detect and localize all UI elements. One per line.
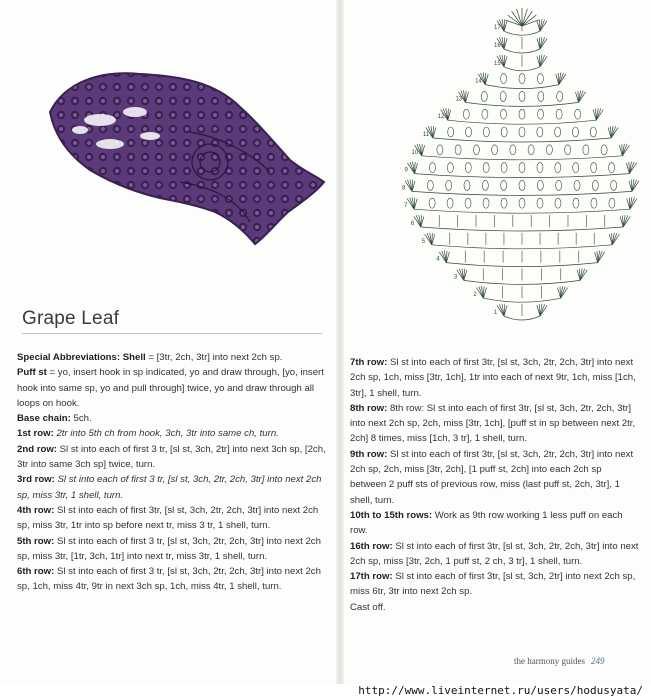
instruction-label: 1st row: bbox=[17, 428, 54, 440]
chart-puff-stitch bbox=[592, 180, 598, 190]
chart-row-number: 12 bbox=[437, 114, 445, 121]
instruction-paragraph bbox=[17, 365, 329, 411]
chart-puff-stitch bbox=[575, 109, 581, 119]
chart-row-number: 6 bbox=[410, 221, 415, 227]
chart-puff-stitch bbox=[556, 180, 562, 190]
chart-puff-stitch bbox=[557, 91, 563, 101]
chart-puff-stitch bbox=[519, 180, 525, 190]
chart-puff-stitch bbox=[501, 127, 507, 137]
chart-tip-stitch bbox=[522, 15, 536, 26]
instruction-paragraph bbox=[17, 350, 329, 365]
chart-puff-stitch bbox=[501, 180, 507, 190]
chart-row-number: 8 bbox=[402, 185, 406, 192]
chart-puff-stitch bbox=[565, 145, 571, 155]
chart-puff-stitch bbox=[427, 180, 433, 190]
chart-puff-stitch bbox=[611, 180, 617, 190]
footer-book-title: the harmony guides bbox=[514, 656, 585, 666]
instruction-label: Special Abbreviations: Shell bbox=[17, 352, 146, 363]
chart-puff-stitch bbox=[482, 109, 488, 119]
chart-row-number: 10 bbox=[411, 149, 419, 156]
instruction-label: 6th row: bbox=[17, 566, 55, 578]
chart-puff-stitch bbox=[538, 91, 544, 101]
chart-row-number: 2 bbox=[473, 292, 477, 299]
chart-row-number: 4 bbox=[436, 256, 440, 263]
chart-row-number: 17 bbox=[494, 25, 501, 32]
chart-puff-stitch bbox=[463, 109, 469, 119]
instruction-label: 7th row: bbox=[350, 357, 388, 368]
chart-puff-stitch bbox=[519, 127, 525, 137]
instruction-label: Puff st bbox=[17, 367, 47, 379]
chart-puff-stitch bbox=[590, 127, 596, 137]
chart-puff-stitch bbox=[609, 198, 615, 208]
chart-puff-stitch bbox=[546, 145, 552, 155]
chart-puff-stitch bbox=[601, 145, 607, 155]
chart-puff-stitch bbox=[519, 91, 525, 101]
chart-puff-stitch bbox=[583, 145, 589, 155]
chart-puff-stitch bbox=[429, 198, 435, 208]
instructions-right-column bbox=[350, 355, 640, 615]
chart-puff-stitch bbox=[537, 180, 543, 190]
chart-puff-stitch bbox=[483, 198, 489, 208]
chart-puff-stitch bbox=[537, 198, 543, 208]
chart-puff-stitch bbox=[448, 127, 454, 137]
chart-puff-stitch bbox=[500, 91, 506, 101]
chart-puff-stitch bbox=[519, 198, 525, 208]
instruction-text: Sl st into each of first 3 tr, [sl st, 3ch, 2tr, 2ch, 3tr] into next 2ch sp, 1ch, miss 4tr, 9tr in next 3ch sp, 1ch, miss 4tr, 1 shell, turn. bbox=[17, 566, 321, 593]
chart-puff-stitch bbox=[528, 145, 534, 155]
instruction-text: Work as 9th row working 1 less puff on each row. bbox=[350, 509, 623, 537]
instruction-paragraph bbox=[17, 564, 329, 595]
chart-row-arc bbox=[485, 85, 559, 89]
book-gutter bbox=[336, 0, 344, 690]
chart-puff-stitch bbox=[573, 198, 579, 208]
chart-puff-stitch bbox=[574, 180, 580, 190]
chart-puff-stitch bbox=[555, 163, 561, 173]
chart-puff-stitch bbox=[519, 74, 525, 84]
chart-row-arc bbox=[465, 102, 578, 106]
chart-row-arc bbox=[504, 49, 540, 53]
chart-row-number: 1 bbox=[494, 310, 498, 316]
instruction-paragraph bbox=[350, 569, 640, 600]
instruction-text: = yo, insert hook in sp indicated, yo and draw through, [yo, insert hook into same sp, yo and pull through] twice, yo and draw through all loops on hook. bbox=[17, 367, 324, 409]
chart-row-arc bbox=[483, 298, 560, 302]
instruction-text: Sl st into each of first 3tr, [sl st, 3ch, 2tr] into next 2ch sp, miss 6tr, 3tr into next 2ch sp. bbox=[350, 571, 636, 598]
chart-row-arc bbox=[504, 316, 540, 320]
instruction-text: Sl st into each of first 3 tr, [sl st, 3ch, 2tr, 2ch, 3tr] into next 2ch sp, miss 3tr, [1tr, 3ch, 1tr] into next tr, miss 3tr, 1 shell, turn. bbox=[17, 535, 321, 562]
chart-tip-stitch bbox=[517, 9, 522, 26]
chart-puff-stitch bbox=[556, 109, 562, 119]
chart-row-number: 3 bbox=[453, 274, 458, 281]
chart-puff-stitch bbox=[537, 163, 543, 173]
chart-puff-stitch bbox=[500, 109, 506, 119]
chart-puff-stitch bbox=[464, 180, 470, 190]
instruction-label: 16th row: bbox=[350, 540, 393, 552]
chart-puff-stitch bbox=[537, 74, 543, 84]
chart-row-number: 16 bbox=[494, 43, 501, 49]
chart-row-number: 9 bbox=[404, 167, 408, 174]
instruction-label: 4th row: bbox=[17, 504, 55, 516]
page-footer bbox=[514, 656, 605, 666]
instruction-text: 2tr into 5th ch from hook, 3ch, 3tr into same ch, turn. bbox=[53, 428, 279, 440]
instruction-label: 2nd row: bbox=[17, 443, 57, 455]
chart-row-number: 14 bbox=[475, 78, 482, 85]
instruction-label: 3rd row: bbox=[17, 474, 55, 486]
instruction-paragraph bbox=[350, 539, 640, 570]
instruction-label: 8th row: bbox=[350, 402, 388, 414]
instructions-left-column bbox=[17, 350, 329, 595]
instruction-label: 17th row: bbox=[350, 571, 393, 583]
chart-puff-stitch bbox=[501, 198, 507, 208]
chart-row-arc bbox=[422, 156, 623, 160]
instruction-label: 10th to 15th rows: bbox=[350, 509, 433, 521]
pattern-title: Grape Leaf bbox=[22, 308, 120, 329]
instruction-text: Sl st into each of first 3 tr, [sl st, 3ch, 2tr, 2ch, 3tr] into next 2ch sp, miss 3tr, 1 shell, turn. bbox=[17, 474, 322, 501]
chart-puff-stitch bbox=[446, 180, 452, 190]
chart-row-arc bbox=[414, 209, 630, 213]
instruction-paragraph bbox=[350, 355, 640, 401]
chart-puff-stitch bbox=[483, 127, 489, 137]
instruction-text: Sl st into each of first 3 tr, [sl st, 3ch, 2tr] into next 3ch sp, [2ch, 3tr into same 3ch sp] twice, turn. bbox=[17, 443, 326, 471]
chart-tip-stitch bbox=[508, 15, 522, 26]
chart-puff-stitch bbox=[473, 145, 479, 155]
chart-puff-stitch bbox=[538, 109, 544, 119]
chart-puff-stitch bbox=[555, 127, 561, 137]
chart-row-arc bbox=[412, 191, 632, 195]
source-url[interactable]: http://www.liveinternet.ru/users/hodusyata/ bbox=[358, 684, 643, 697]
chart-puff-stitch bbox=[555, 198, 561, 208]
chart-row-number: 15 bbox=[494, 60, 501, 67]
chart-puff-stitch bbox=[492, 145, 498, 155]
chart-puff-stitch bbox=[573, 163, 579, 173]
chart-row-number: 5 bbox=[421, 238, 426, 245]
chart-puff-stitch bbox=[465, 163, 471, 173]
chart-puff-stitch bbox=[591, 163, 597, 173]
instruction-paragraph bbox=[17, 411, 329, 426]
instruction-text: Sl st into each of first 3tr, [sl st, 3ch, 2tr, 2ch, 3tr] into next 2ch sp, 2ch, miss [3tr, 2ch], [1 puff st, 2ch] into each 2ch sp between 2 puff sts of previous row, miss (last puff st, 2ch, 3tr], 1 shell, turn. bbox=[350, 448, 634, 506]
chart-puff-stitch bbox=[455, 145, 461, 155]
chart-row-arc bbox=[433, 138, 611, 142]
chart-puff-stitch bbox=[447, 163, 453, 173]
instruction-paragraph bbox=[17, 442, 329, 473]
chart-puff-stitch bbox=[519, 163, 525, 173]
chart-row-number: 11 bbox=[422, 132, 430, 138]
instruction-text: Sl st into each of first 3tr, [sl st, 3ch, 2tr, 2ch, 3tr] into next 2ch sp, miss 3tr, 1tr into sp before next tr, miss 3 tr, 1 shell, turn. bbox=[17, 504, 319, 532]
instruction-paragraph bbox=[17, 472, 329, 503]
chart-row-arc bbox=[432, 245, 612, 249]
instruction-paragraph bbox=[17, 426, 329, 441]
chart-puff-stitch bbox=[465, 198, 471, 208]
chart-row-number: 7 bbox=[404, 203, 408, 210]
instruction-paragraph bbox=[17, 534, 329, 565]
title-underline bbox=[22, 333, 322, 334]
instruction-label: 5th row: bbox=[17, 535, 55, 547]
chart-row-arc bbox=[415, 174, 630, 178]
chart-puff-stitch bbox=[572, 127, 578, 137]
chart-row-arc bbox=[421, 227, 623, 231]
instruction-label: 9th row: bbox=[350, 448, 388, 460]
chart-puff-stitch bbox=[466, 127, 472, 137]
instruction-text: 5ch. bbox=[70, 413, 92, 425]
instruction-paragraph bbox=[350, 447, 640, 508]
chart-puff-stitch bbox=[482, 180, 488, 190]
instruction-text: 8th row: Sl st into each of first 3tr, [sl st, 3ch, 2tr, 2ch, 3tr] into next 2ch sp, 2ch, miss [3tr, 1ch], [puff st in sp between next 2tr, 2ch] 8 times, miss [1ch, 3 tr], 1 shell, turn. bbox=[350, 402, 636, 445]
chart-puff-stitch bbox=[501, 163, 507, 173]
chart-puff-stitch bbox=[483, 163, 489, 173]
chart-puff-stitch bbox=[447, 198, 453, 208]
page-number: 249 bbox=[591, 656, 605, 666]
chart-puff-stitch bbox=[510, 145, 516, 155]
instruction-text: Sl st into each of first 3tr, [sl st, 3ch, 2tr, 2ch, 3tr] into next 2ch sp, miss [3tr, 2ch, 1 puff st, 2 ch, 3 tr], 1 shell, turn. bbox=[350, 540, 639, 567]
instruction-paragraph bbox=[350, 401, 640, 447]
chart-row-arc bbox=[504, 31, 540, 35]
crochet-stitch-chart bbox=[400, 4, 645, 329]
chart-puff-stitch bbox=[537, 127, 543, 137]
chart-row-arc bbox=[464, 280, 580, 284]
instruction-text: Sl st into each of first 3tr, [sl st, 3ch, 2tr, 2ch, 3tr] into next 2ch sp, 1ch, miss [3tr, 1ch], 1tr into each of next 9tr, 1ch, miss [1ch, 3tr], 1 shell, turn. bbox=[350, 357, 636, 399]
grape-leaf-photo bbox=[40, 52, 330, 252]
instruction-paragraph bbox=[17, 503, 329, 534]
chart-tip-stitch bbox=[522, 9, 527, 26]
instruction-paragraph bbox=[350, 508, 640, 539]
chart-puff-stitch bbox=[501, 74, 507, 84]
chart-puff-stitch bbox=[437, 145, 443, 155]
chart-puff-stitch bbox=[519, 109, 525, 119]
instruction-label: Base chain: bbox=[17, 413, 71, 425]
instruction-text: = [3tr, 2ch, 3tr] into next 2ch sp. bbox=[145, 352, 283, 363]
chart-row-number: 13 bbox=[455, 96, 463, 103]
instruction-paragraph bbox=[350, 600, 640, 615]
instruction-text: Cast off. bbox=[350, 601, 386, 613]
chart-row-arc bbox=[448, 120, 596, 124]
chart-row-arc bbox=[446, 263, 597, 267]
chart-puff-stitch bbox=[481, 91, 487, 101]
chart-row-arc bbox=[504, 67, 540, 71]
chart-puff-stitch bbox=[429, 163, 435, 173]
chart-puff-stitch bbox=[609, 163, 615, 173]
chart-puff-stitch bbox=[591, 198, 597, 208]
